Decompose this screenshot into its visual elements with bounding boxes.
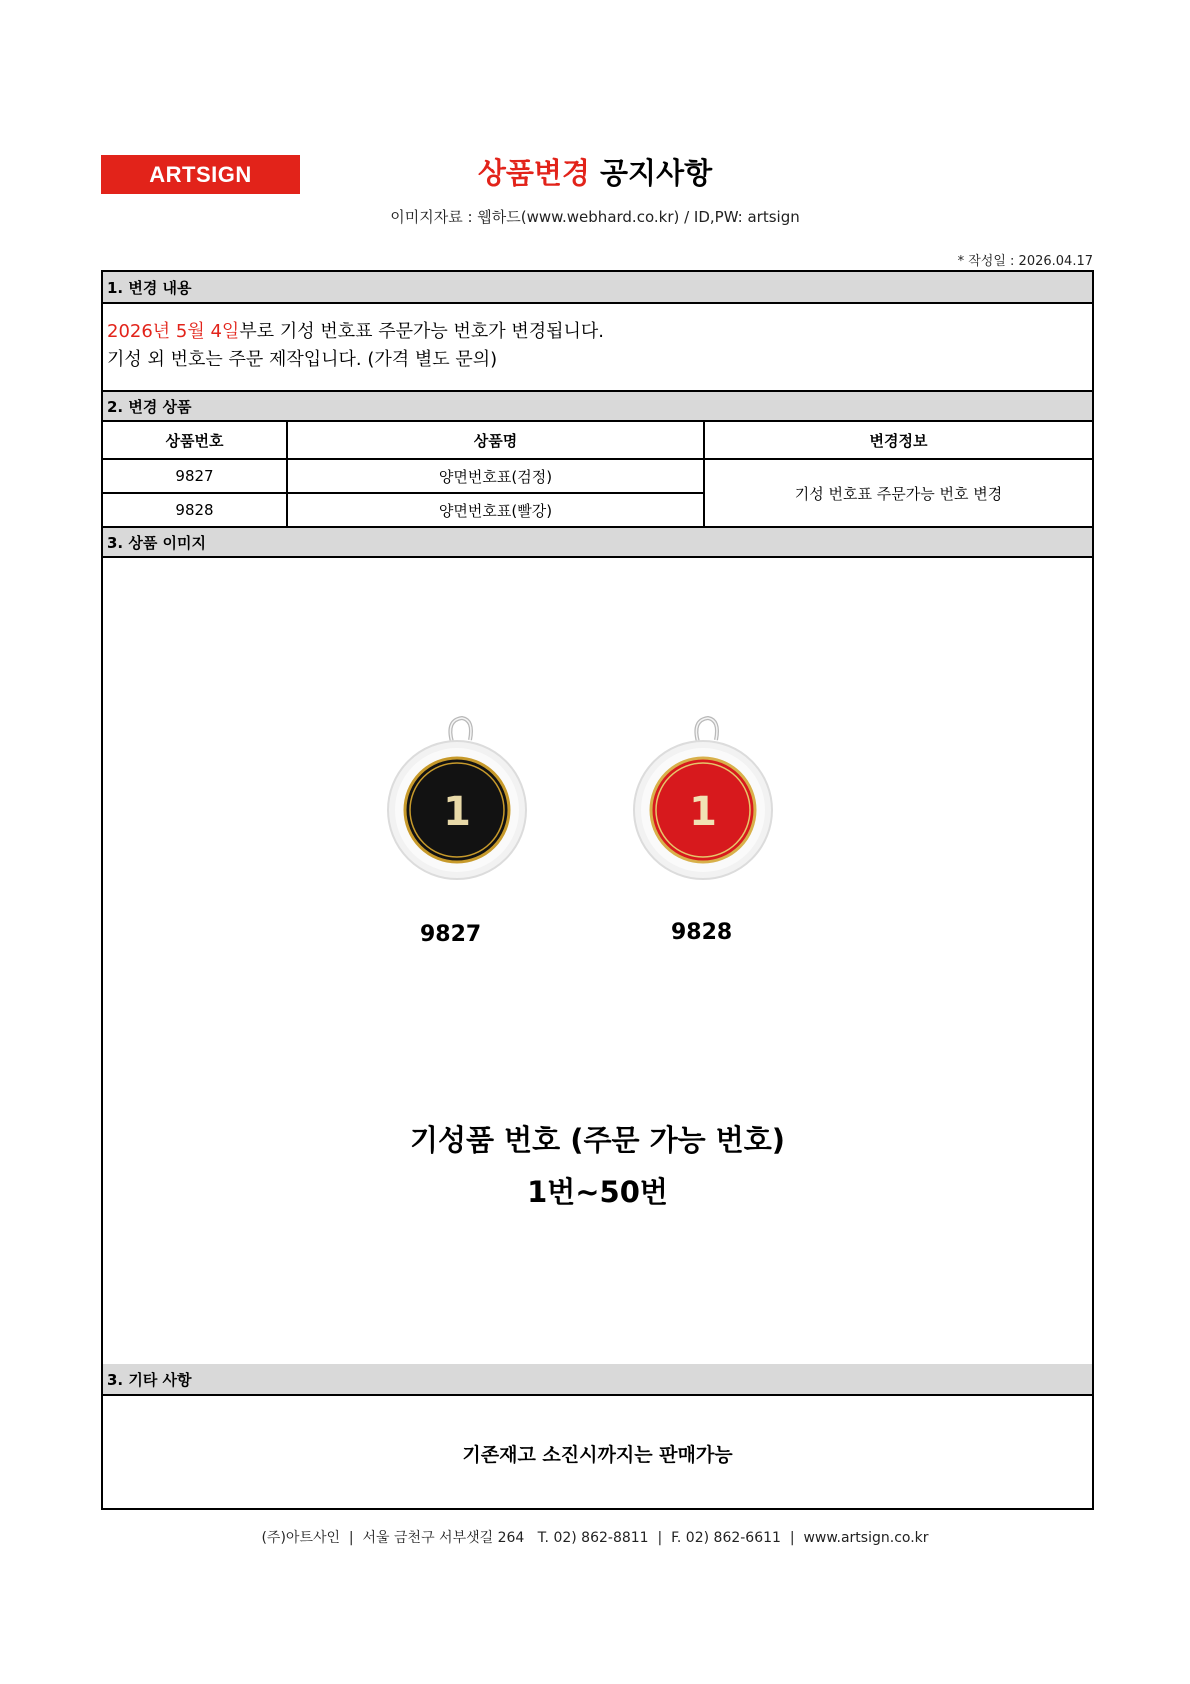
subtitle: 이미지자료 : 웹하드(www.webhard.co.kr) / ID,PW: artsign [390, 208, 800, 226]
page-title [0, 151, 1190, 192]
section-4-heading: 3. 기타 사항 [103, 1364, 1092, 1394]
section-1-heading: 1. 변경 내용 [103, 272, 1092, 302]
etc-notice: 기존재고 소진시까지는 판매가능 [462, 1444, 733, 1466]
col-header-code: 상품번호 [103, 422, 287, 459]
stock-title: 기성품 번호 (주문 가능 번호) [409, 1123, 786, 1157]
cell-change-info: 기성 번호표 주문가능 번호 변경 [704, 459, 1092, 527]
cell-code: 9828 [103, 493, 287, 527]
col-header-info: 변경정보 [704, 422, 1092, 459]
divider [103, 556, 1092, 558]
change-line-1 [107, 318, 604, 346]
effective-date: 2026년 5월 4일 [107, 321, 240, 342]
divider [103, 302, 1092, 304]
cell-name: 양면번호표(검정) [287, 459, 704, 493]
footer: (주)아트사인 | 서울 금천구 서부샛길 264 T. 02) 862-8811 | F. 02) 862-6611 | www.artsign.co.kr [261, 1530, 929, 1546]
artsign-logo: ARTSIGN [101, 155, 300, 194]
change-content [107, 318, 604, 374]
section-2-heading: 2. 변경 상품 [103, 392, 1092, 420]
notice-frame [101, 270, 1094, 1510]
number-tag-black [382, 714, 532, 882]
written-date: * 작성일 : 2026.04.17 [957, 254, 1093, 269]
product-table [103, 422, 1092, 528]
title-accent: 상품변경 [477, 156, 590, 190]
table-header-row [103, 422, 1092, 459]
tag-code-label: 9828 [671, 920, 733, 945]
tag-code-label: 9827 [420, 922, 482, 947]
cell-name: 양면번호표(빨강) [287, 493, 704, 527]
stock-range: 1번~50번 [527, 1175, 668, 1209]
number-tag-red [628, 714, 778, 882]
cell-code: 9827 [103, 459, 287, 493]
tag-number: 1 [443, 789, 471, 835]
change-line-1-text: 부로 기성 번호표 주문가능 번호가 변경됩니다. [239, 321, 605, 342]
divider [103, 1394, 1092, 1396]
title-rest: 공지사항 [600, 156, 713, 190]
col-header-name: 상품명 [287, 422, 704, 459]
table-row [103, 459, 1092, 493]
tag-number: 1 [689, 789, 717, 835]
change-line-2: 기성 외 번호는 주문 제작입니다. (가격 별도 문의) [107, 349, 498, 370]
section-3-heading: 3. 상품 이미지 [103, 528, 1092, 556]
